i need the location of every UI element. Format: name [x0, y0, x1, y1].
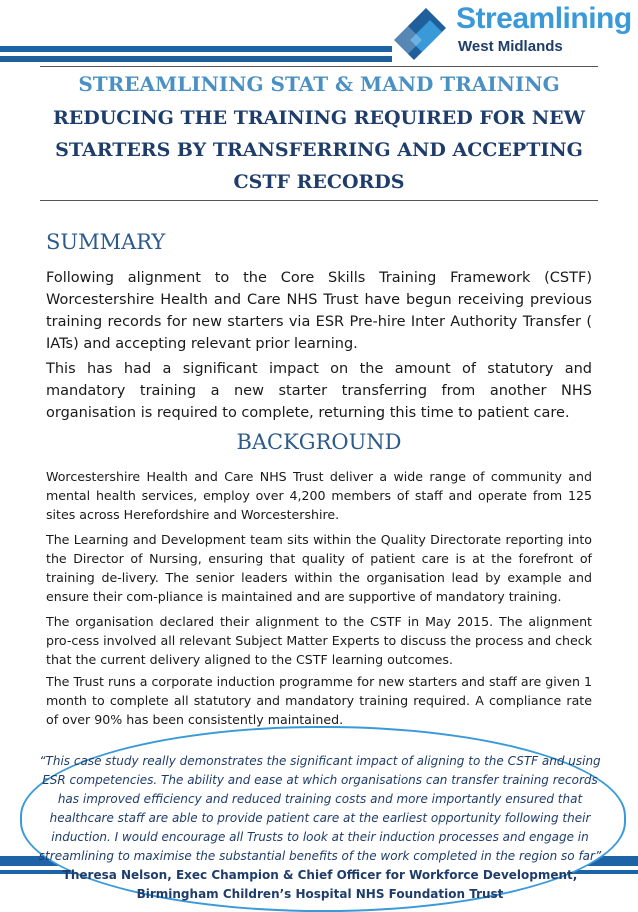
brand-region: West Midlands: [458, 38, 563, 55]
background-paragraph: The organisation declared their alignment to the CSTF in May 2015. The alignment pro-cess involved all relevant Subject Matter Experts to discuss the process and check that the current delivery aligned to the CSTF learning outcomes.: [46, 614, 592, 667]
summary-paragraph: This has had a significant impact on the amount of statutory and mandatory training a new starter transferring from another NHS organisation is required to complete, returning this time to patient care.: [46, 361, 592, 421]
background-paragraph: Worcestershire Health and Care NHS Trust deliver a wide range of community and mental health services, employ over 4,200 members of staff and operate from 125 sites across Herefordshire and Worcestershire.: [46, 469, 592, 522]
summary-paragraph: Following alignment to the Core Skills Training Framework (CSTF) Worcestershire Health and Care NHS Trust have begun receiving previous training records for new starters via ESR Pre-hire Inter Authority Transfer ( IATs) and accepting relevant prior learning.: [46, 270, 592, 352]
quote-attribution: Theresa Nelson, Exec Champion & Chief Officer for Workforce Development, Birmingham Children’s Hospital NHS Foundation Trust: [62, 868, 578, 901]
summary-heading: SUMMARY: [46, 230, 166, 254]
header-band: [0, 0, 638, 80]
header-stripe: [0, 56, 392, 62]
header-stripe: [0, 46, 392, 52]
background-paragraph: The Trust runs a corporate induction programme for new starters and staff are given 1 month to complete all statutory and mandatory training required. A compliance rate of over 90% has been consistently maintained.: [46, 674, 592, 727]
brand-name: Streamlining: [456, 2, 632, 35]
testimonial-quote: [30, 752, 610, 904]
quote-text: “This case study really demonstrates the significant impact of aligning to the CSTF and using ESR competencies. The ability and ease at which organisations can transfer training records has improved efficiency and reduced training costs and more importantly ensured that healthcare staff are able to provide patient care at the earliest opportunity following their induction. I would encourage all Trusts to look at their induction processes and engage in streamlining to maximise the substantial benefits of the work completed in the region so far”: [38, 754, 602, 863]
background-heading: BACKGROUND: [236, 430, 402, 454]
background-paragraph: The Learning and Development team sits within the Quality Directorate reporting into the Director of Nursing, ensuring that quality of patient care is at the forefront of training de-livery. The senior leaders within the organisation lead by example and ensure their com-pliance is maintained and are supportive of mandatory training.: [46, 532, 592, 604]
header-rule: [40, 66, 598, 67]
header-rule: [40, 200, 598, 201]
kicker-title: STREAMLINING STAT & MAND TRAINING: [78, 72, 560, 96]
page-title: REDUCING THE TRAINING REQUIRED FOR NEW STARTERS BY TRANSFERRING AND ACCEPTING CSTF RECORDS: [52, 107, 586, 193]
streamlining-logo-icon: [388, 2, 458, 68]
